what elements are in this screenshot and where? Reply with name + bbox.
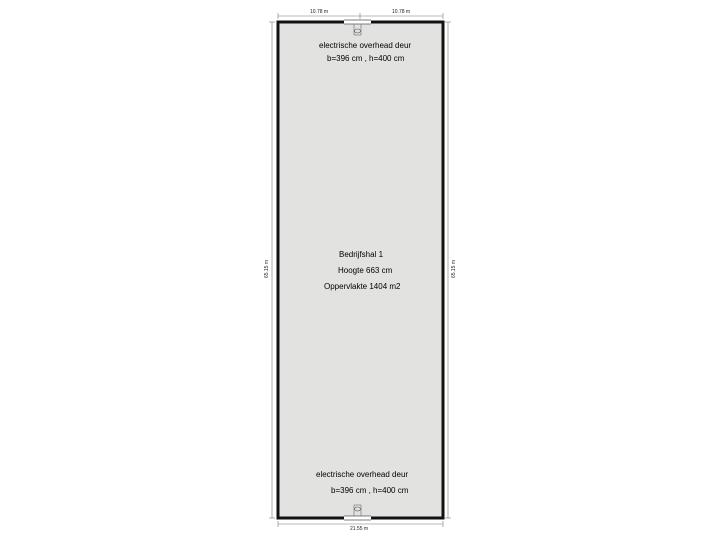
top-door-size: b=396 cm , h=400 cm (327, 54, 405, 63)
dimension-top-left: 10.78 m (310, 9, 329, 15)
bottom-door-size: b=396 cm , h=400 cm (331, 486, 409, 495)
dimension-top-right: 10.78 m (392, 9, 411, 15)
dimension-right: 65.15 m (451, 259, 457, 279)
hall-height: Hoogte 663 cm (338, 266, 393, 275)
bottom-door-title: electrische overhead deur (316, 470, 409, 479)
hall-area: Oppervlakte 1404 m2 (324, 282, 401, 291)
top-door-title: electrische overhead deur (319, 41, 412, 50)
hall-name: Bedrijfshal 1 (339, 250, 384, 259)
dimension-left: 65.15 m (264, 259, 270, 279)
dimension-bottom: 21.55 m (350, 526, 369, 532)
